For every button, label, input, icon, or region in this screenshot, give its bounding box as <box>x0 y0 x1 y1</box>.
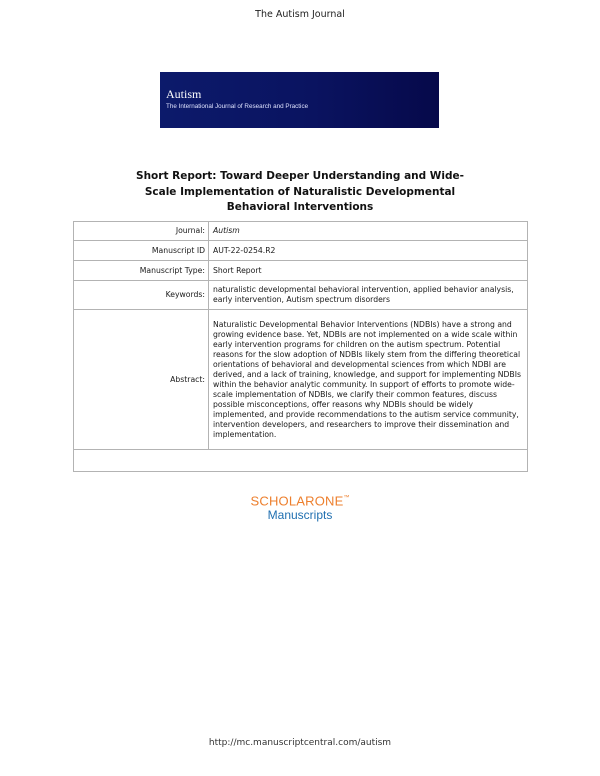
trademark-symbol: ™ <box>343 495 350 501</box>
manuscript-type-label: Manuscript Type: <box>74 261 209 281</box>
journal-banner <box>160 72 439 128</box>
empty-cell <box>74 450 528 472</box>
manuscript-id-value: AUT-22-0254.R2 <box>209 241 528 261</box>
manuscript-type-row <box>74 261 528 281</box>
scholarone-wordmark <box>0 491 600 508</box>
banner-title: Autism <box>166 87 202 101</box>
paper-title-line: Behavioral Interventions <box>226 201 374 213</box>
keywords-row <box>74 281 528 310</box>
footer-url[interactable]: http://mc.manuscriptcentral.com/autism <box>208 738 392 748</box>
empty-row <box>74 450 528 472</box>
keywords-value: naturalistic developmental behavioral intervention, applied behavior analysis, early intervention, Autism spectrum disorders <box>209 281 528 310</box>
running-header: The Autism Journal <box>255 9 345 20</box>
manuscripts-text: Manuscripts <box>267 508 333 523</box>
scholarone-text: SCHOLARONE <box>250 493 344 509</box>
paper-title-line: Scale Implementation of Naturalistic Developmental <box>144 185 456 198</box>
banner-subtitle: The International Journal of Research and Practice <box>166 103 309 110</box>
scholarone-logo <box>0 491 600 523</box>
manuscript-metadata-table <box>73 221 528 472</box>
abstract-value: Naturalistic Developmental Behavior Interventions (NDBIs) have a strong and growing evidence base. Yet, NDBIs are not implemented on a wide scale within early intervention programs for children on the autism spectrum. Potential reasons for the slow adoption of NDBIs likely stem from the differing theoretical orientations of behavioral and developmental sciences from which NDBI are derived, and a lack of training, knowledge, and support for implementing NDBIs within the behavior analytic community. In support of efforts to promote wide-scale implementation of NDBIs, we clarify their common features, discuss possible misconceptions, offer reasons why NDBIs should be widely implemented, and provide recommendations to the autism service community, intervention developers, and researchers to improve their dissemination and implementation. <box>209 310 528 450</box>
manuscript-type-value: Short Report <box>209 261 528 281</box>
journal-value: Autism <box>209 222 528 241</box>
keywords-label: Keywords: <box>74 281 209 310</box>
paper-title-line: Short Report: Toward Deeper Understanding and Wide- <box>136 170 464 182</box>
abstract-label: Abstract: <box>74 310 209 450</box>
abstract-row <box>74 310 528 450</box>
manuscript-id-label: Manuscript ID <box>74 241 209 261</box>
manuscript-id-row <box>74 241 528 261</box>
paper-title <box>100 169 500 216</box>
journal-row <box>74 222 528 241</box>
journal-label: Journal: <box>74 222 209 241</box>
